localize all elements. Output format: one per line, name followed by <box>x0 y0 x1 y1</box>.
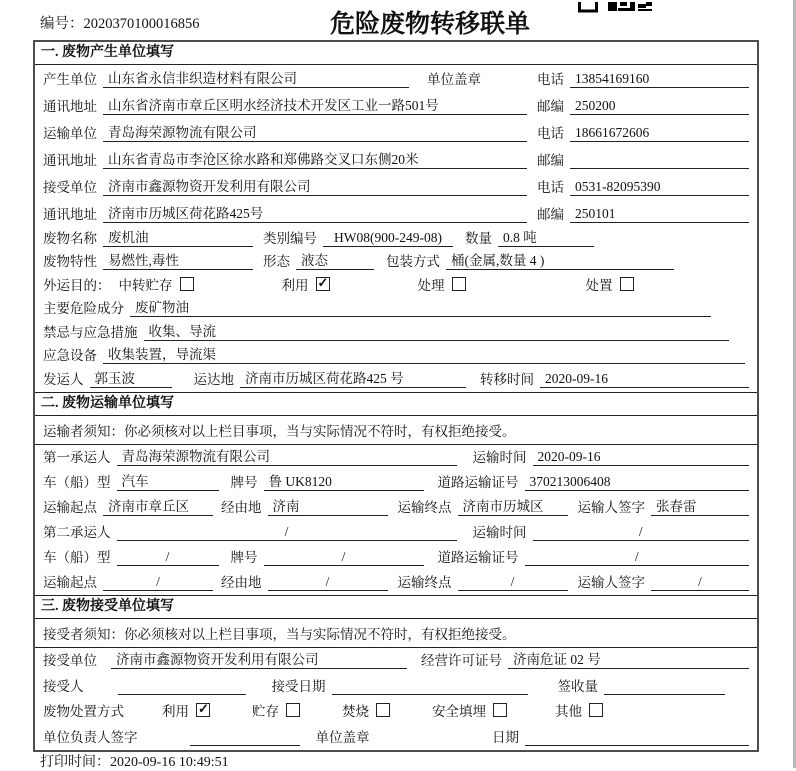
form-row-purpose <box>35 274 757 298</box>
purpose-option-utilize <box>282 274 330 294</box>
transporter-phone-group <box>537 122 749 142</box>
vehicle1-value: 汽车 <box>117 470 219 491</box>
transport-notice-label: 运输者须知： <box>43 423 124 439</box>
accept-unit-label: 接受单位 <box>43 653 97 668</box>
receiver-zip-label: 邮编 <box>537 207 564 222</box>
destination-value: 济南市历城区荷花路425 号 <box>240 367 466 388</box>
section2-header: 二. 废物运输单位填写 <box>35 392 757 416</box>
sign2-value: / <box>651 574 749 591</box>
producer-phone-value: 13854169160 <box>570 71 749 88</box>
disposal-landfill-checkbox[interactable] <box>493 703 507 717</box>
purpose-treat-checkbox[interactable] <box>452 277 466 291</box>
purpose-utilize-checkbox[interactable] <box>316 277 330 291</box>
form-row-accept-notice <box>35 619 757 648</box>
doc-number <box>40 12 200 33</box>
emergency-value: 收集、导流 <box>144 320 730 341</box>
waste-category-value: HW08(900-249-08) <box>323 230 453 247</box>
sign1-label: 运输人签字 <box>577 499 645 515</box>
purpose-transfer-checkbox[interactable] <box>180 277 194 291</box>
permit1-label: 道路运输证号 <box>437 474 519 490</box>
origin2-label: 运输起点 <box>43 574 97 590</box>
form-row-vehicle2 <box>35 545 757 570</box>
form-row-producer <box>35 65 757 92</box>
disposal-option-store <box>252 700 300 720</box>
print-time-label: 打印时间： <box>40 755 110 770</box>
end2-label: 运输终点 <box>397 574 452 590</box>
transporter-zip-group <box>537 149 749 169</box>
form-row-waste-name <box>35 227 757 251</box>
origin1-label: 运输起点 <box>43 499 97 515</box>
accept-notice-label: 接受者须知： <box>43 626 124 642</box>
form-row-route2 <box>35 570 757 595</box>
transport-notice-text: 你必须核对以上栏目事项，当与实际情况不符时，有权拒绝接受。 <box>124 423 516 439</box>
purpose-option-dispose <box>586 274 634 294</box>
receiver-phone-value: 0531-82095390 <box>570 179 749 196</box>
via1-value: 济南 <box>268 495 388 516</box>
receiver-address-value: 济南市历城区荷花路425号 <box>103 202 527 223</box>
purpose-label: 外运目的： <box>43 277 111 293</box>
doc-number-value: 2020370100016856 <box>83 16 200 32</box>
sign-date-value <box>525 729 749 746</box>
receiver-phone-group <box>537 176 749 196</box>
transfer-time-value: 2020-09-16 <box>540 371 749 388</box>
plate1-label: 牌号 <box>230 474 258 490</box>
form-row-signoff <box>35 724 757 750</box>
disposal-option-store-label: 贮存 <box>252 704 279 719</box>
form-row-carrier2 <box>35 520 757 545</box>
producer-zip-group <box>537 95 749 115</box>
vehicle1-label: 车（船）型 <box>43 474 111 490</box>
end1-label: 运输终点 <box>397 499 452 515</box>
via2-label: 经由地 <box>221 574 262 590</box>
packing-value: 桶(金属,数量 4 ) <box>446 249 674 270</box>
disposal-option-landfill <box>432 700 507 720</box>
purpose-option-utilize-label: 利用 <box>281 277 309 293</box>
disposal-option-incinerate-label: 焚烧 <box>342 704 369 719</box>
sign1-value: 张春雷 <box>651 495 749 516</box>
disposal-utilize-checkbox[interactable] <box>196 703 210 717</box>
purpose-option-treat <box>418 274 466 294</box>
print-time <box>40 751 229 771</box>
form-row-carrier1 <box>35 445 757 470</box>
transfer-time-label: 转移时间 <box>480 371 534 387</box>
accept-notice-text: 你必须核对以上栏目事项，当与实际情况不符时，有权拒绝接受。 <box>124 626 516 642</box>
receiver-value: 济南市鑫源物资开发利用有限公司 <box>103 175 527 196</box>
producer-value: 山东省永信非织造材料有限公司 <box>103 67 409 88</box>
form-row-waste-traits <box>35 251 757 275</box>
emergency-label: 禁忌与应急措施 <box>43 324 138 340</box>
form-row-vehicle1 <box>35 470 757 495</box>
transport-time1-label: 运输时间 <box>472 449 527 465</box>
waste-name-label: 废物名称 <box>43 230 97 246</box>
receiver-zip-group <box>537 203 749 223</box>
form-row-shipper <box>35 368 757 392</box>
transport-time2-value: / <box>533 524 750 541</box>
accept-person-value <box>118 678 246 695</box>
equipment-label: 应急设备 <box>43 348 97 363</box>
carrier2-label: 第二承运人 <box>43 524 111 540</box>
transporter-address-label: 通讯地址 <box>43 153 97 168</box>
section1-header: 一. 废物产生单位填写 <box>35 42 757 65</box>
disposal-label: 废物处置方式 <box>43 704 124 719</box>
disposal-incinerate-checkbox[interactable] <box>376 703 390 717</box>
doc-number-label: 编号： <box>40 16 84 32</box>
disposal-option-incinerate <box>342 700 390 720</box>
form-row-disposal <box>35 699 757 725</box>
purpose-dispose-checkbox[interactable] <box>620 277 634 291</box>
shipper-label: 发运人 <box>43 371 84 387</box>
producer-zip-value: 250200 <box>570 98 749 115</box>
transporter-label: 运输单位 <box>43 126 97 141</box>
accept-person-label: 接受人 <box>43 678 84 694</box>
producer-address-label: 通讯地址 <box>43 99 97 114</box>
shipper-value: 郭玉波 <box>90 367 172 388</box>
form-row-hazard <box>35 298 757 322</box>
print-time-value: 2020-09-16 10:49:51 <box>110 755 229 770</box>
waste-traits-value: 易燃性,毒性 <box>103 249 253 270</box>
license-value: 济南危证 02 号 <box>508 648 749 669</box>
transporter-zip-value <box>570 152 749 169</box>
equipment-value: 收集装置，导流渠 <box>103 343 745 364</box>
hazard-label: 主要危险成分 <box>43 301 124 316</box>
accept-amount-label: 签收量 <box>557 678 598 694</box>
producer-phone-label: 电话 <box>537 72 564 87</box>
form-row-accept-person <box>35 673 757 699</box>
sign-date-label: 日期 <box>492 729 519 745</box>
via2-value: / <box>268 574 388 591</box>
producer-label: 产生单位 <box>43 72 97 87</box>
disposal-option-utilize <box>162 700 210 720</box>
plate2-value: / <box>264 549 424 566</box>
carrier2-value: / <box>117 524 457 541</box>
purpose-option-dispose-label: 处置 <box>585 277 613 293</box>
carrier1-value: 青岛海荣源物流有限公司 <box>117 445 457 466</box>
producer-seal-label: 单位盖章 <box>427 72 481 87</box>
responsible-sign-label: 单位负责人签字 <box>43 729 138 745</box>
accept-date-value <box>332 678 528 695</box>
transport-time1-value: 2020-09-16 <box>533 449 750 466</box>
page-title: 危险废物转移联单 <box>330 11 531 38</box>
form-row-receiver <box>35 173 757 200</box>
transport-time2-label: 运输时间 <box>472 524 527 540</box>
responsible-sign-value <box>190 729 300 746</box>
disposal-option-other <box>555 700 603 720</box>
form-row-route1 <box>35 495 757 520</box>
sign2-label: 运输人签字 <box>577 574 645 590</box>
accept-unit-value: 济南市鑫源物资开发利用有限公司 <box>111 648 407 669</box>
transporter-phone-value: 18661672606 <box>570 125 749 142</box>
hazard-value: 废矿物油 <box>130 296 711 317</box>
vehicle2-value: / <box>117 549 219 566</box>
form-row-producer-address <box>35 92 757 119</box>
waste-qty-label: 数量 <box>465 230 492 246</box>
disposal-option-other-label: 其他 <box>555 704 582 719</box>
license-label: 经营许可证号 <box>421 653 502 668</box>
end1-value: 济南市历城区 <box>458 495 568 516</box>
unit-seal-label: 单位盖章 <box>315 729 370 745</box>
form-row-transporter <box>35 119 757 146</box>
plate2-label: 牌号 <box>230 549 258 565</box>
waste-form-value: 液态 <box>296 249 374 270</box>
form-row-accept-unit <box>35 648 757 674</box>
transporter-phone-label: 电话 <box>537 126 564 141</box>
form-row-equipment <box>35 345 757 369</box>
permit1-value: 370213006408 <box>525 474 750 491</box>
accept-amount-value <box>604 678 725 695</box>
end2-value: / <box>458 574 568 591</box>
transporter-address-value: 山东省青岛市李沧区徐水路和郑佛路交叉口东侧20米 <box>103 148 527 169</box>
form-row-transporter-address <box>35 146 757 173</box>
disposal-option-landfill-label: 安全填埋 <box>432 704 486 719</box>
receiver-address-label: 通讯地址 <box>43 207 97 222</box>
waste-form-label: 形态 <box>263 254 290 269</box>
purpose-option-treat-label: 处理 <box>417 277 445 293</box>
waste-traits-label: 废物特性 <box>43 254 97 269</box>
carrier1-label: 第一承运人 <box>43 449 111 465</box>
origin1-value: 济南市章丘区 <box>103 495 213 516</box>
form-row-transport-notice <box>35 416 757 445</box>
receiver-zip-value: 250101 <box>570 206 749 223</box>
producer-phone-group <box>537 68 749 88</box>
purpose-option-transfer-label: 中转贮存 <box>118 277 173 293</box>
producer-zip-label: 邮编 <box>537 99 564 114</box>
via1-label: 经由地 <box>221 499 262 515</box>
disposal-other-checkbox[interactable] <box>589 703 603 717</box>
plate1-value: 鲁 UK8120 <box>264 470 424 491</box>
receiver-phone-label: 电话 <box>537 180 564 195</box>
producer-address-value: 山东省济南市章丘区明水经济技术开发区工业一路501号 <box>103 94 527 115</box>
waste-category-label: 类别编号 <box>263 230 317 246</box>
purpose-option-transfer <box>119 274 194 294</box>
vehicle2-label: 车（船）型 <box>43 549 111 565</box>
origin2-value: / <box>103 574 213 591</box>
waste-name-value: 废机油 <box>103 226 253 247</box>
form-row-receiver-address <box>35 200 757 227</box>
permit2-label: 道路运输证号 <box>437 549 519 565</box>
waste-qty-value: 0.8 吨 <box>498 226 594 247</box>
section3-header: 三. 废物接受单位填写 <box>35 595 757 619</box>
transporter-zip-label: 邮编 <box>537 153 564 168</box>
manifest-form <box>33 40 759 752</box>
destination-label: 运达地 <box>193 371 234 387</box>
packing-label: 包装方式 <box>386 254 440 269</box>
accept-date-label: 接受日期 <box>271 678 326 694</box>
permit2-value: / <box>525 549 750 566</box>
transporter-value: 青岛海荣源物流有限公司 <box>103 121 527 142</box>
receiver-label: 接受单位 <box>43 180 97 195</box>
qr-code-fragment-icon <box>578 0 654 18</box>
disposal-option-utilize-label: 利用 <box>162 704 189 719</box>
form-row-emergency <box>35 321 757 345</box>
disposal-store-checkbox[interactable] <box>286 703 300 717</box>
